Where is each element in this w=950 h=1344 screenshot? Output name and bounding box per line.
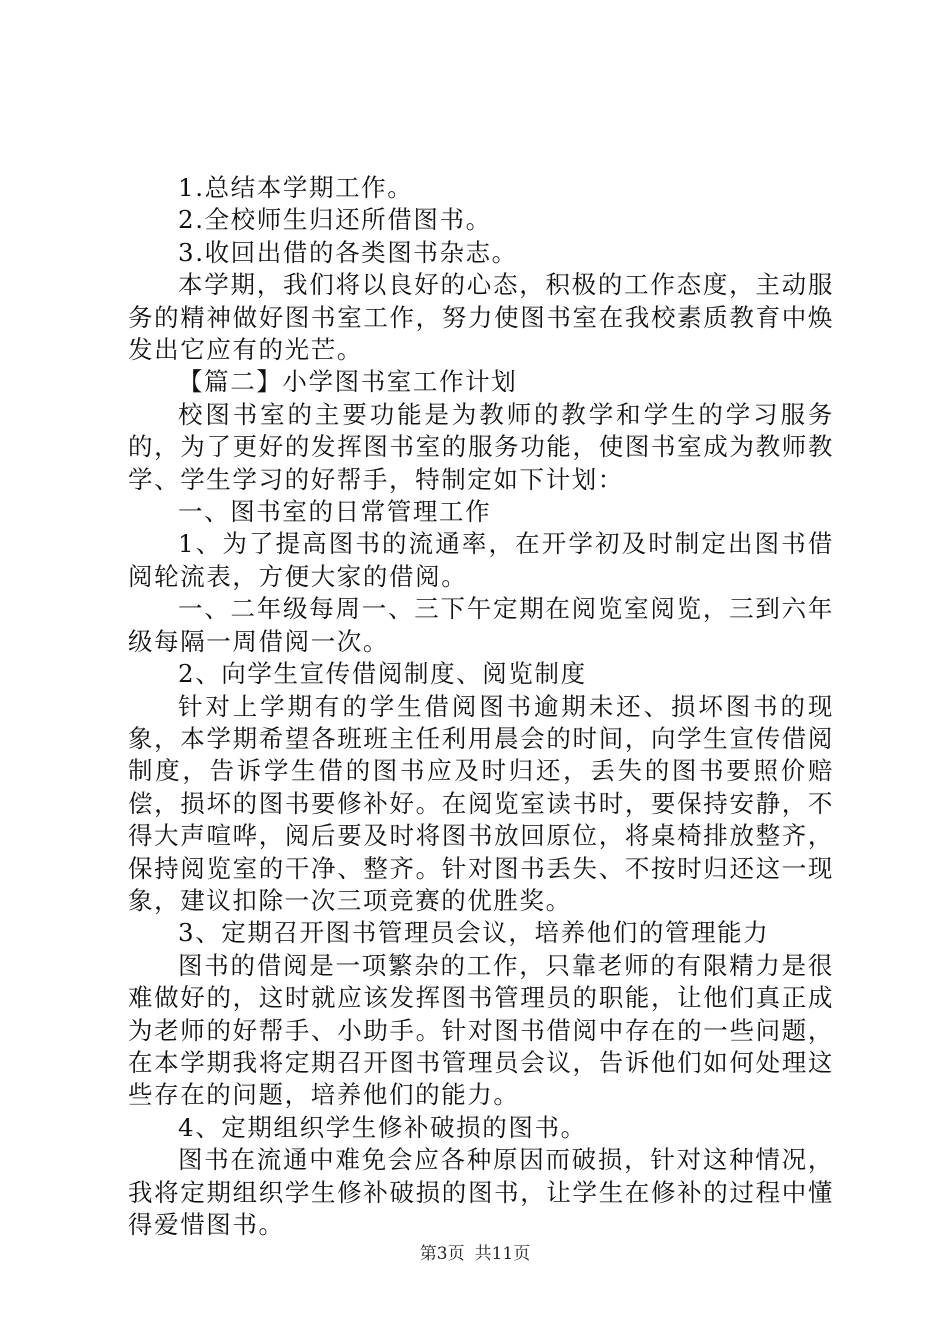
list-item-summary: 1.总结本学期工作。 bbox=[178, 173, 414, 202]
paragraph-book-repair: 图书在流通中难免会应各种原因而破损，针对这种情况，我将定期组织学生修补破损的图书，让学生在修补的过程中懂得爱惜图书。 bbox=[128, 1145, 834, 1239]
subheading-daily-management: 一、图书室的日常管理工作 bbox=[178, 497, 492, 527]
item-book-repair: 4、定期组织学生修补破损的图书。 bbox=[178, 1112, 587, 1142]
page-footer bbox=[0, 1243, 950, 1265]
list-item-collect-magazines: 3.收回出借的各类图书杂志。 bbox=[178, 237, 518, 267]
page-number: 第3页 bbox=[419, 1244, 465, 1264]
paragraph-borrowing-rules: 针对上学期有的学生借阅图书逾期未还、损坏图书的现象，本学期希望各班班主任利用晨会的时间，向学生宣传借阅制度，告诉学生借的图书应及时归还，丢失的图书要照价赔偿，损坏的图书要修补好。在阅览室读书时，要保持安静，不得大声喧哗，阅后要及时将图书放回原位，将桌椅排放整齐，保持阅览室的干净、整齐。针对图书丢失、不按时归还这一现象，建议扣除一次三项竞赛的优胜奖。 bbox=[128, 691, 834, 915]
paragraph-librarian-role: 图书的借阅是一项繁杂的工作，只靠老师的有限精力是很难做好的，这时就应该发挥图书管理员的职能，让他们真正成为老师的好帮手、小助手。针对图书借阅中存在的一些问题，在本学期我将定期召开图书管理员会议，告诉他们如何处理这些存在的问题，培养他们的能力。 bbox=[128, 950, 834, 1110]
closing-paragraph: 本学期，我们将以良好的心态，积极的工作态度，主动服务的精神做好图书室工作，努力使图书室在我校素质教育中焕发出它应有的光芒。 bbox=[128, 270, 834, 365]
item-circulation: 1、为了提高图书的流通率，在开学初及时制定出图书借阅轮流表，方便大家的借阅。 bbox=[128, 529, 834, 591]
paragraph-reading-schedule: 一、二年级每周一、三下午定期在阅览室阅览，三到六年级每隔一周借阅一次。 bbox=[128, 594, 834, 656]
document-body bbox=[128, 172, 834, 1241]
section-heading: 【篇二】小学图书室工作计划 bbox=[178, 367, 518, 397]
list-item-return-books: 2.全校师生归还所借图书。 bbox=[178, 205, 492, 235]
page-total: 共11页 bbox=[474, 1244, 531, 1264]
intro-paragraph: 校图书室的主要功能是为教师的教学和学生的学习服务的，为了更好的发挥图书室的服务功能，使图书室成为教师教学、学生学习的好帮手，特制定如下计划： bbox=[128, 399, 834, 494]
item-librarian-meetings: 3、定期召开图书管理员会议，培养他们的管理能力 bbox=[178, 918, 770, 948]
item-publicize-rules: 2、向学生宣传借阅制度、阅览制度 bbox=[178, 659, 587, 689]
